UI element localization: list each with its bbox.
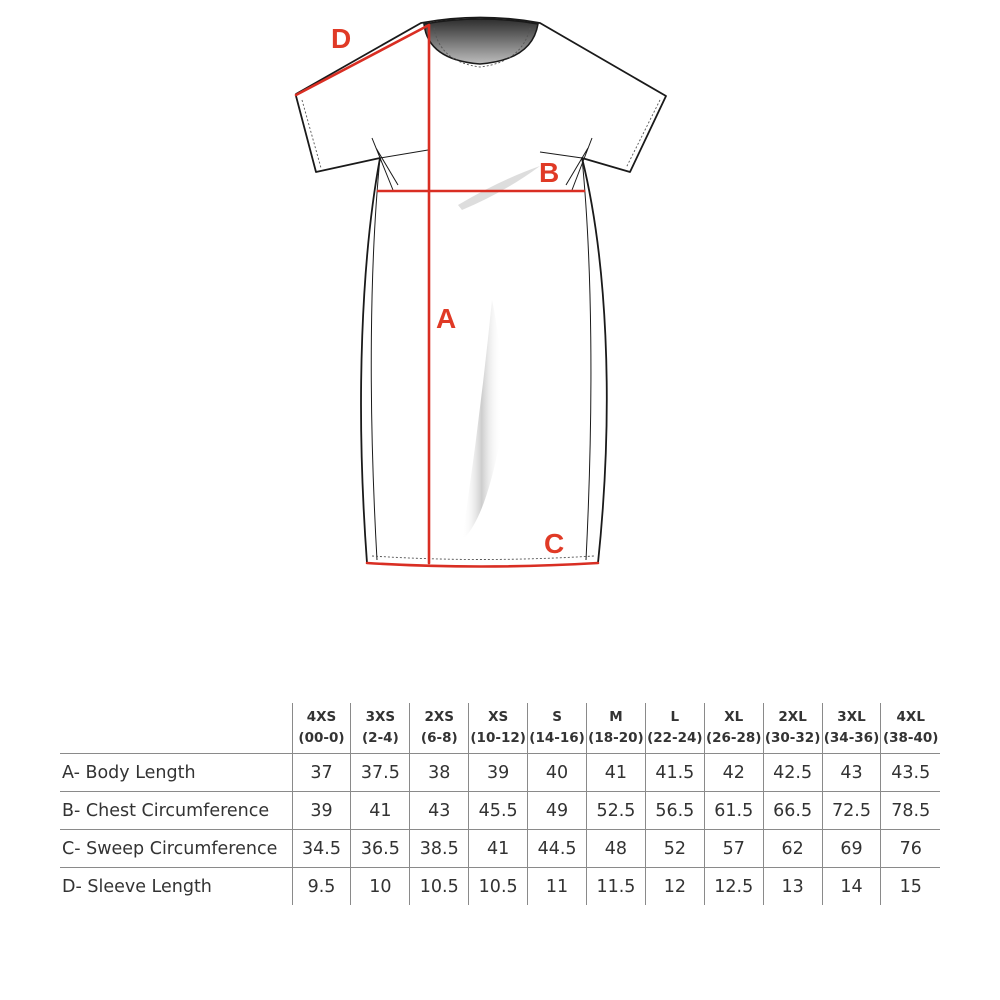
table-cell: 37 <box>292 754 351 792</box>
size-header <box>587 703 646 754</box>
size-header <box>822 703 881 754</box>
size-name: 2XL <box>778 709 807 725</box>
size-name: 3XS <box>365 709 396 725</box>
size-range: (22-24) <box>647 730 703 746</box>
size-range: (6-8) <box>420 730 458 746</box>
size-range: (38-40) <box>882 730 939 746</box>
table-cell: 44.5 <box>528 830 587 868</box>
size-name: 2XS <box>424 709 455 725</box>
table-cell: 52.5 <box>587 792 646 830</box>
table-cell: 43.5 <box>881 754 940 792</box>
size-name: 4XL <box>896 709 925 725</box>
table-cell: 11 <box>528 868 587 906</box>
table-cell: 45.5 <box>469 792 528 830</box>
table-row <box>60 868 940 906</box>
label-b: B <box>539 157 560 188</box>
size-name: XS <box>488 709 509 725</box>
dress-illustration <box>296 18 666 567</box>
table-cell: 10.5 <box>469 868 528 906</box>
table-cell: 57 <box>704 830 763 868</box>
size-name: M <box>609 709 623 725</box>
table-cell: 37.5 <box>351 754 410 792</box>
size-range: (2-4) <box>362 730 399 746</box>
size-header <box>881 703 940 754</box>
table-cell: 43 <box>410 792 469 830</box>
size-header <box>410 703 469 754</box>
table-cell: 38.5 <box>410 830 469 868</box>
label-d: D <box>331 23 352 54</box>
label-a: A <box>436 303 457 334</box>
table-cell: 41 <box>469 830 528 868</box>
row-label-sweep-circumference: C- Sweep Circumference <box>60 830 292 868</box>
table-cell: 76 <box>881 830 940 868</box>
size-header <box>469 703 528 754</box>
size-chart-table <box>60 703 940 905</box>
table-cell: 15 <box>881 868 940 906</box>
row-label-sleeve-length: D- Sleeve Length <box>62 876 212 897</box>
size-header <box>763 703 822 754</box>
table-cell: 48 <box>587 830 646 868</box>
table-cell: 69 <box>822 830 881 868</box>
table-cell: 11.5 <box>587 868 646 906</box>
table-row <box>60 792 940 830</box>
label-c: C <box>544 528 565 559</box>
table-cell: 52 <box>645 830 704 868</box>
table-cell: 41.5 <box>645 754 704 792</box>
size-header <box>292 703 351 754</box>
table-cell: 41 <box>587 754 646 792</box>
size-name: XL <box>724 709 744 725</box>
table-cell: 43 <box>822 754 881 792</box>
table-cell: 9.5 <box>292 868 351 906</box>
size-range: (26-28) <box>705 730 762 746</box>
header-corner <box>60 703 292 754</box>
size-range: (10-12) <box>470 730 526 746</box>
size-header-row <box>60 703 940 754</box>
size-range: (30-32) <box>764 730 821 746</box>
table-cell: 40 <box>528 754 587 792</box>
table-cell: 39 <box>469 754 528 792</box>
size-name: S <box>552 709 562 725</box>
size-range: (18-20) <box>588 730 644 746</box>
table-row <box>60 830 940 868</box>
row-label-chest-circumference: B- Chest Circumference <box>60 792 292 830</box>
table-cell: 41 <box>351 792 410 830</box>
table-cell: 36.5 <box>351 830 410 868</box>
size-header <box>645 703 704 754</box>
table-cell: 42.5 <box>763 754 822 792</box>
table-cell: 12 <box>645 868 704 906</box>
table-cell: 62 <box>763 830 822 868</box>
table-cell: 10.5 <box>410 868 469 906</box>
table-cell: 78.5 <box>881 792 940 830</box>
table-cell: 42 <box>704 754 763 792</box>
size-header <box>704 703 763 754</box>
table-cell: 56.5 <box>645 792 704 830</box>
table-cell: 13 <box>763 868 822 906</box>
row-label-body-length: A- Body Length <box>60 754 292 792</box>
table-cell: 34.5 <box>292 830 351 868</box>
size-name: 3XL <box>837 709 866 725</box>
size-range: (34-36) <box>823 730 880 746</box>
size-name: L <box>670 709 680 725</box>
table-row <box>60 754 940 792</box>
size-range: (14-16) <box>529 730 585 746</box>
size-name: 4XS <box>306 709 337 725</box>
table-cell: 61.5 <box>704 792 763 830</box>
table-cell: 39 <box>292 792 351 830</box>
table-cell: 10 <box>351 868 410 906</box>
table-cell: 66.5 <box>763 792 822 830</box>
table-cell: 12.5 <box>704 868 763 906</box>
table-cell: 38 <box>410 754 469 792</box>
size-range: (00-0) <box>298 730 345 746</box>
table-cell: 49 <box>528 792 587 830</box>
table-cell: 72.5 <box>822 792 881 830</box>
size-header <box>351 703 410 754</box>
table-cell: 14 <box>822 868 881 906</box>
size-header <box>528 703 587 754</box>
